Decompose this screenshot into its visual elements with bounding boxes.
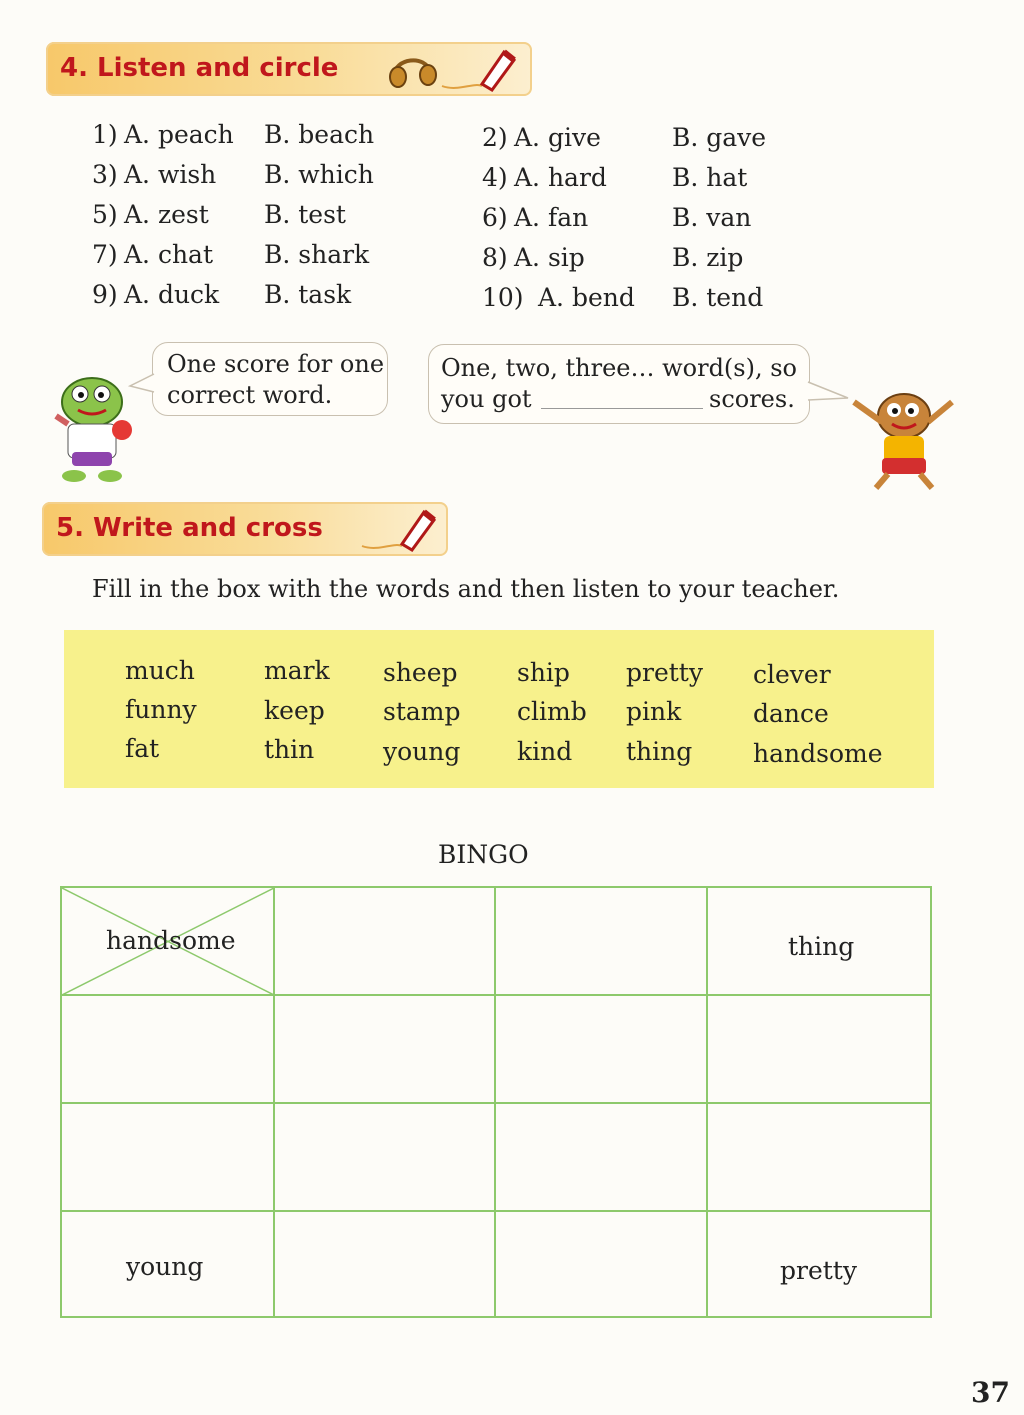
option-a[interactable]: A. fan [514, 203, 589, 232]
option-b[interactable]: B. gave [672, 123, 767, 152]
word-bank-item: thin [264, 735, 315, 764]
item-number: 2) [482, 123, 508, 152]
bubble-right-line2b: scores. [709, 385, 795, 413]
frog-character-illustration [44, 372, 140, 484]
score-blank-field[interactable] [541, 408, 703, 409]
word-bank-item: pink [626, 697, 682, 726]
section4-title: 4. Listen and circle [60, 53, 339, 83]
item-number: 4) [482, 163, 508, 192]
bingo-title: BINGO [438, 840, 529, 869]
section5-instruction: Fill in the box with the words and then listen to your teacher. [92, 575, 840, 603]
word-bank-item: clever [753, 660, 831, 689]
option-b[interactable]: B. shark [264, 240, 370, 269]
option-b[interactable]: B. van [672, 203, 752, 232]
word-bank-item: dance [753, 699, 829, 728]
option-b[interactable]: B. beach [264, 120, 375, 149]
grid-line [62, 1210, 930, 1212]
option-a[interactable]: A. bend [538, 283, 635, 312]
word-bank-item: fat [125, 734, 160, 763]
bubble-left-line2: correct word. [167, 381, 333, 409]
item-number: 5) [92, 200, 118, 229]
bingo-cell[interactable]: handsome [106, 926, 236, 955]
speech-bubble-left [152, 342, 388, 416]
speech-bubble-right [428, 344, 810, 424]
section5-title: 5. Write and cross [56, 513, 323, 543]
option-b[interactable]: B. which [264, 160, 374, 189]
word-bank-item: climb [517, 697, 587, 726]
option-a[interactable]: A. give [514, 123, 601, 152]
word-bank-item: mark [264, 656, 330, 685]
bingo-cell[interactable]: young [126, 1252, 204, 1281]
word-bank-item: kind [517, 737, 573, 766]
headphones-icon [386, 50, 442, 90]
item-number: 1) [92, 120, 118, 149]
option-a[interactable]: A. zest [124, 200, 209, 229]
option-a[interactable]: A. wish [124, 160, 217, 189]
bingo-cell[interactable]: thing [788, 932, 855, 961]
option-a[interactable]: A. duck [124, 280, 220, 309]
bubble-right-line1: One, two, three… word(s), so [441, 354, 797, 382]
pencil-icon [438, 46, 518, 94]
item-number: 8) [482, 243, 508, 272]
option-a[interactable]: A. peach [124, 120, 234, 149]
word-bank-item: sheep [383, 658, 458, 687]
word-bank-item: much [125, 656, 195, 685]
bubble-right-tail [806, 380, 850, 406]
bingo-grid [60, 886, 932, 1318]
option-a[interactable]: A. chat [124, 240, 214, 269]
bubble-left-line1: One score for one [167, 350, 385, 378]
word-bank-item: stamp [383, 697, 461, 726]
word-bank-item: keep [264, 696, 325, 725]
monkey-character-illustration [848, 382, 958, 492]
page-number: 37 [971, 1376, 1010, 1409]
word-bank-item: ship [517, 658, 570, 687]
item-number: 3) [92, 160, 118, 189]
bingo-cell[interactable]: pretty [780, 1256, 857, 1285]
bubble-right-line2a: you got [441, 385, 532, 413]
option-b[interactable]: B. zip [672, 243, 744, 272]
section4-header [46, 42, 532, 96]
option-a[interactable]: A. hard [514, 163, 607, 192]
option-b[interactable]: B. tend [672, 283, 764, 312]
pencil-icon [358, 506, 438, 554]
word-bank-item: pretty [626, 658, 703, 687]
option-b[interactable]: B. test [264, 200, 346, 229]
item-number: 9) [92, 280, 118, 309]
item-number: 7) [92, 240, 118, 269]
word-bank [64, 630, 934, 788]
word-bank-item: young [383, 737, 461, 766]
option-a[interactable]: A. sip [514, 243, 585, 272]
grid-line [62, 1102, 930, 1104]
word-bank-item: handsome [753, 739, 883, 768]
option-b[interactable]: B. task [264, 280, 352, 309]
item-number: 6) [482, 203, 508, 232]
section5-header [42, 502, 448, 556]
item-number: 10) [482, 283, 524, 312]
word-bank-item: thing [626, 737, 693, 766]
word-bank-item: funny [125, 695, 197, 724]
option-b[interactable]: B. hat [672, 163, 748, 192]
bubble-left-tail [128, 372, 156, 396]
